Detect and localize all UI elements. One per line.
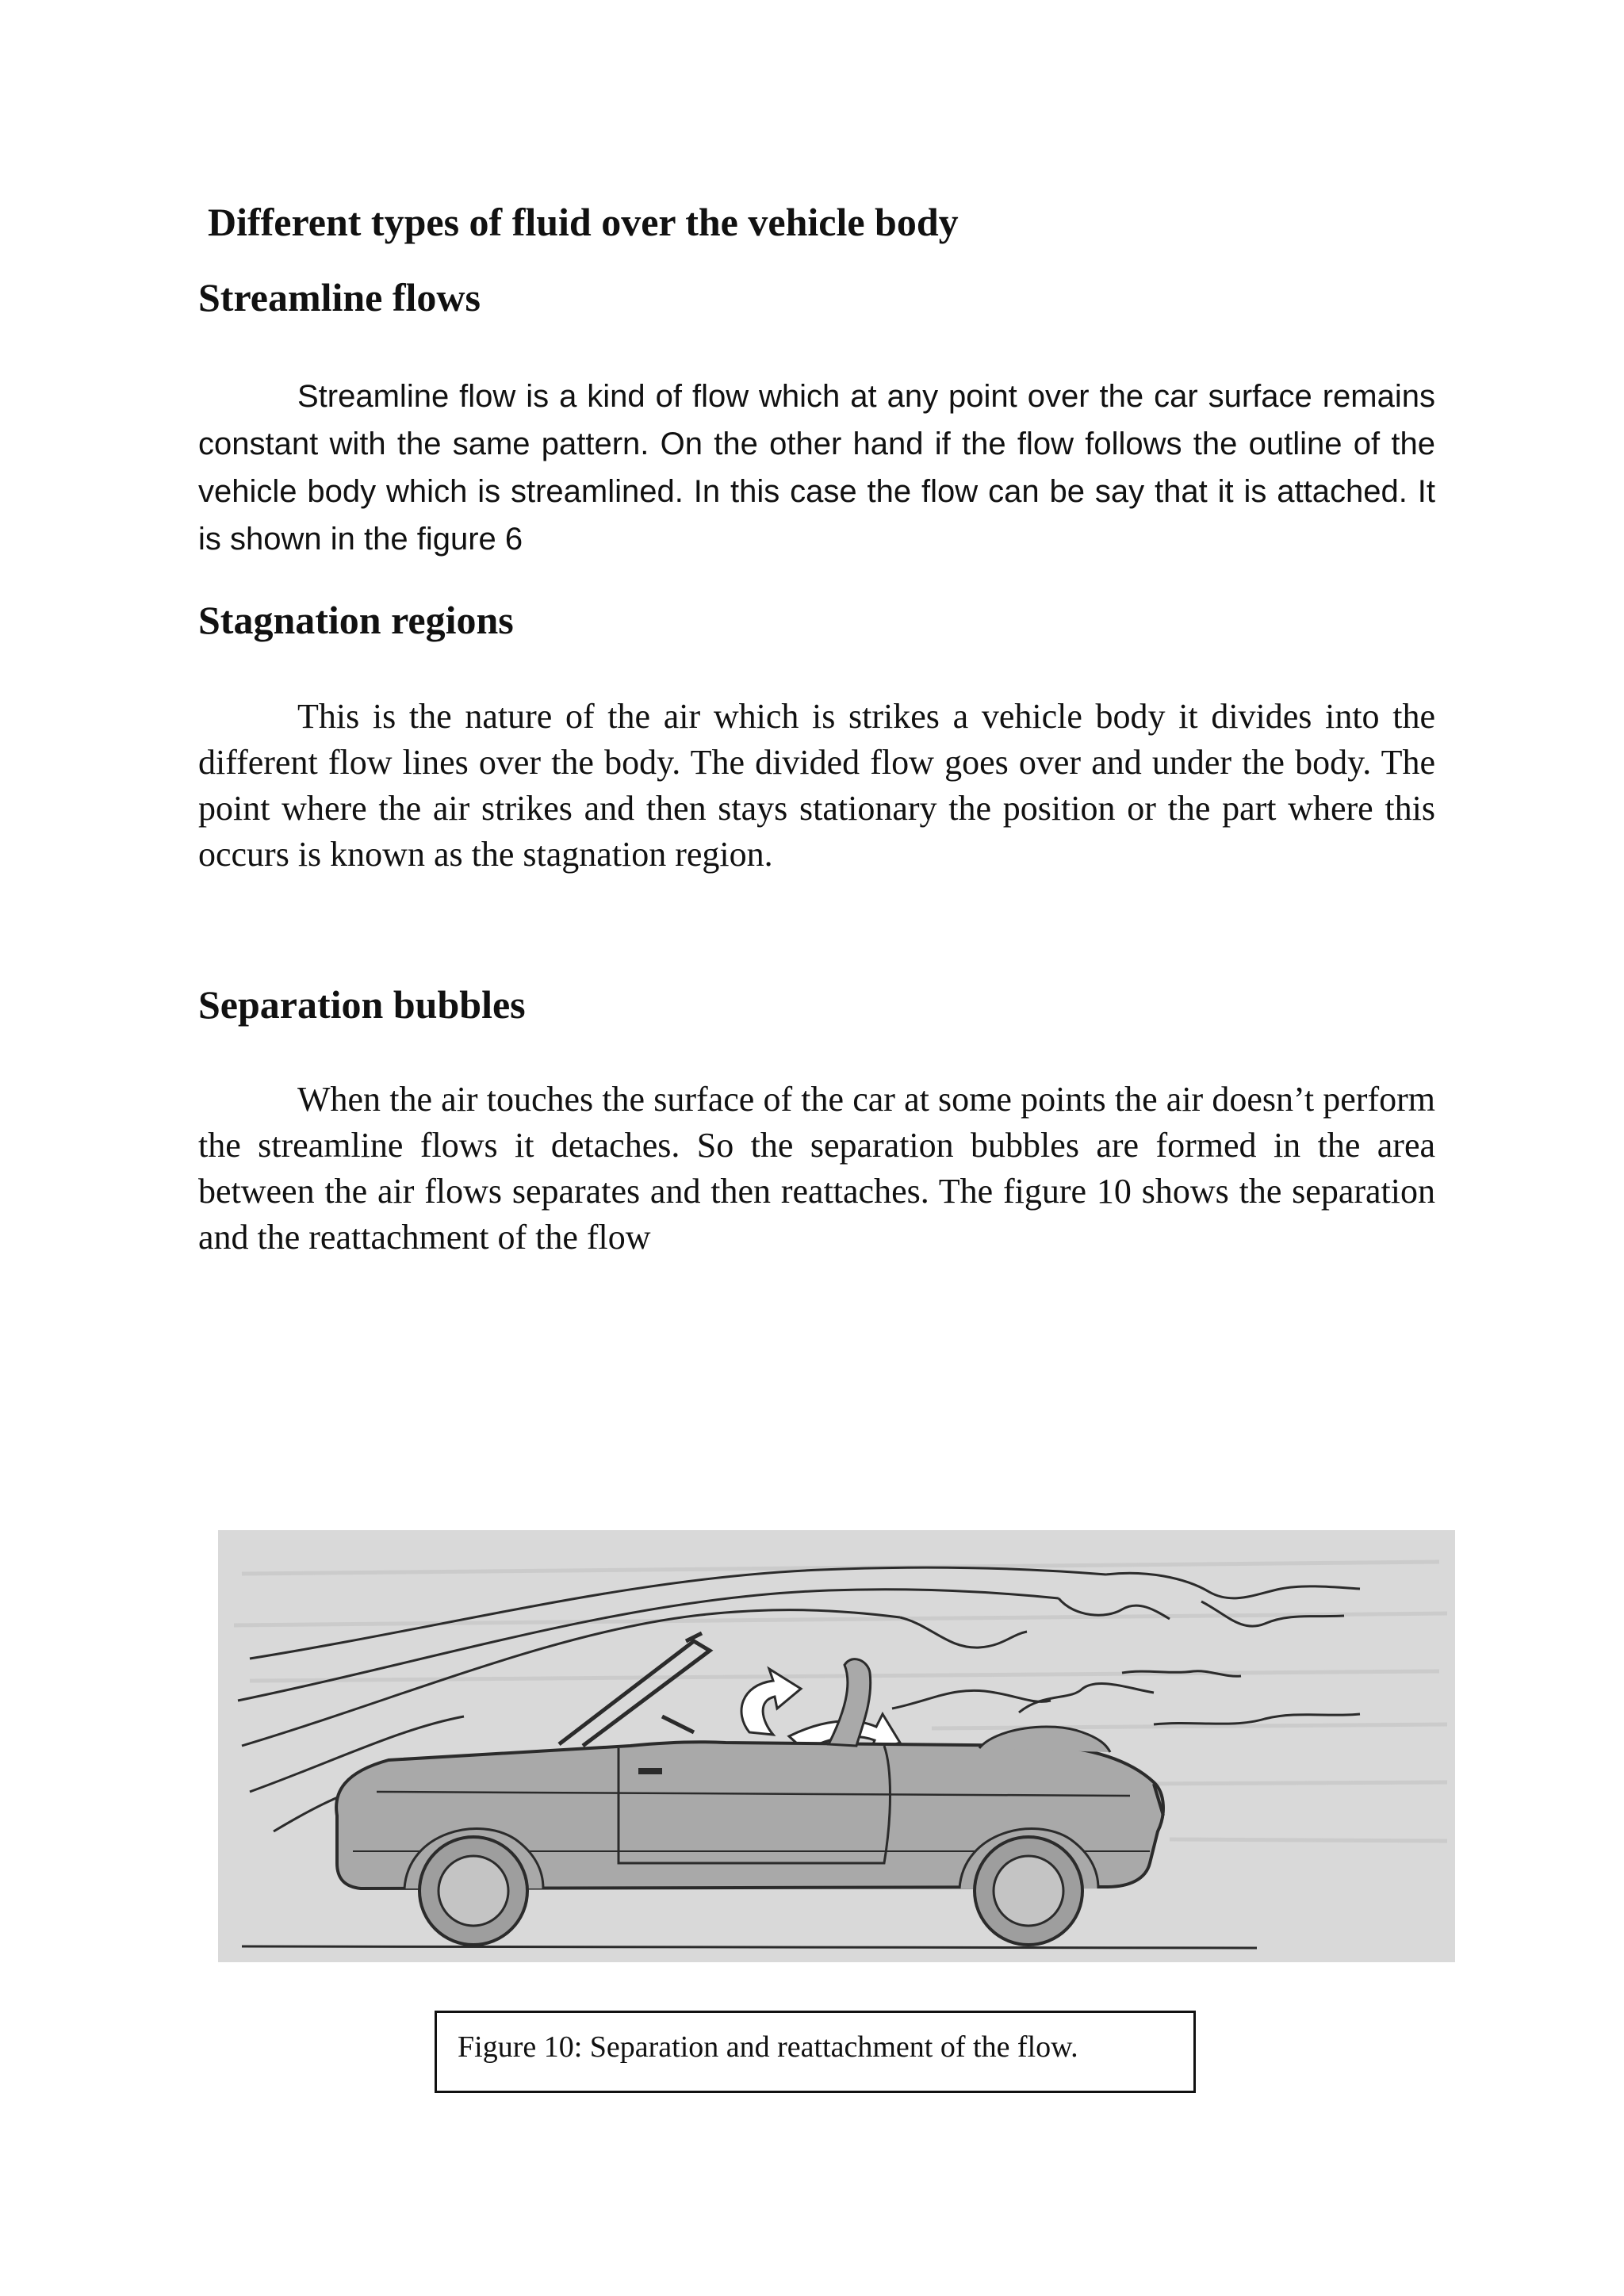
ground-line bbox=[242, 1946, 1257, 1948]
figure-caption: Figure 10: Separation and reattachment of the flow. bbox=[458, 2030, 1078, 2064]
front-wheel bbox=[419, 1837, 527, 1945]
wake-curl-4 bbox=[900, 1617, 1027, 1647]
section-heading-separation-bubbles: Separation bubbles bbox=[198, 982, 526, 1027]
section-body-separation-bubbles: When the air touches the surface of the car at some points the air doesn’t perform the streamline flows it detaches. So the separation bubbles are formed in the area between the air flows separates and then reattaches. The figure 10 shows the separation and the reattachment of the flow bbox=[198, 1080, 1435, 1257]
document-title: Different types of fluid over the vehicle body bbox=[208, 200, 959, 244]
section-heading-streamline-flows: Streamline flows bbox=[198, 275, 481, 320]
streamline-1 bbox=[250, 1567, 1106, 1659]
door-handle bbox=[638, 1768, 662, 1774]
streamline-2 bbox=[238, 1590, 1059, 1701]
car-separation-illustration bbox=[218, 1530, 1455, 1962]
wake-curl-6 bbox=[1019, 1684, 1154, 1712]
wake-curl-1 bbox=[1106, 1573, 1360, 1598]
section-heading-stagnation-regions: Stagnation regions bbox=[198, 598, 514, 642]
section-body-stagnation-regions: This is the nature of the air which is strikes a vehicle body it divides into the different flow lines over the body. The divided flow goes over and under the body. The point where the air strikes and then stays stationary the position or the part where this occurs is known as the stagnation region. bbox=[198, 697, 1435, 874]
figure-caption-box bbox=[435, 2011, 1196, 2093]
rear-wheel bbox=[975, 1837, 1082, 1945]
steering-wheel-icon bbox=[662, 1716, 694, 1732]
wake-curl-7 bbox=[1154, 1714, 1360, 1724]
section-body-streamline-flows: Streamline flow is a kind of flow which at any point over the car surface remains constant with the same pattern. On the other hand if the flow follows the outline of the vehicle body which is streamlined. In this case the flow can be say that it is attached. It is shown in the figure 6 bbox=[198, 379, 1435, 557]
figure-car-airflow bbox=[218, 1530, 1455, 1962]
folded-roof bbox=[979, 1727, 1110, 1752]
